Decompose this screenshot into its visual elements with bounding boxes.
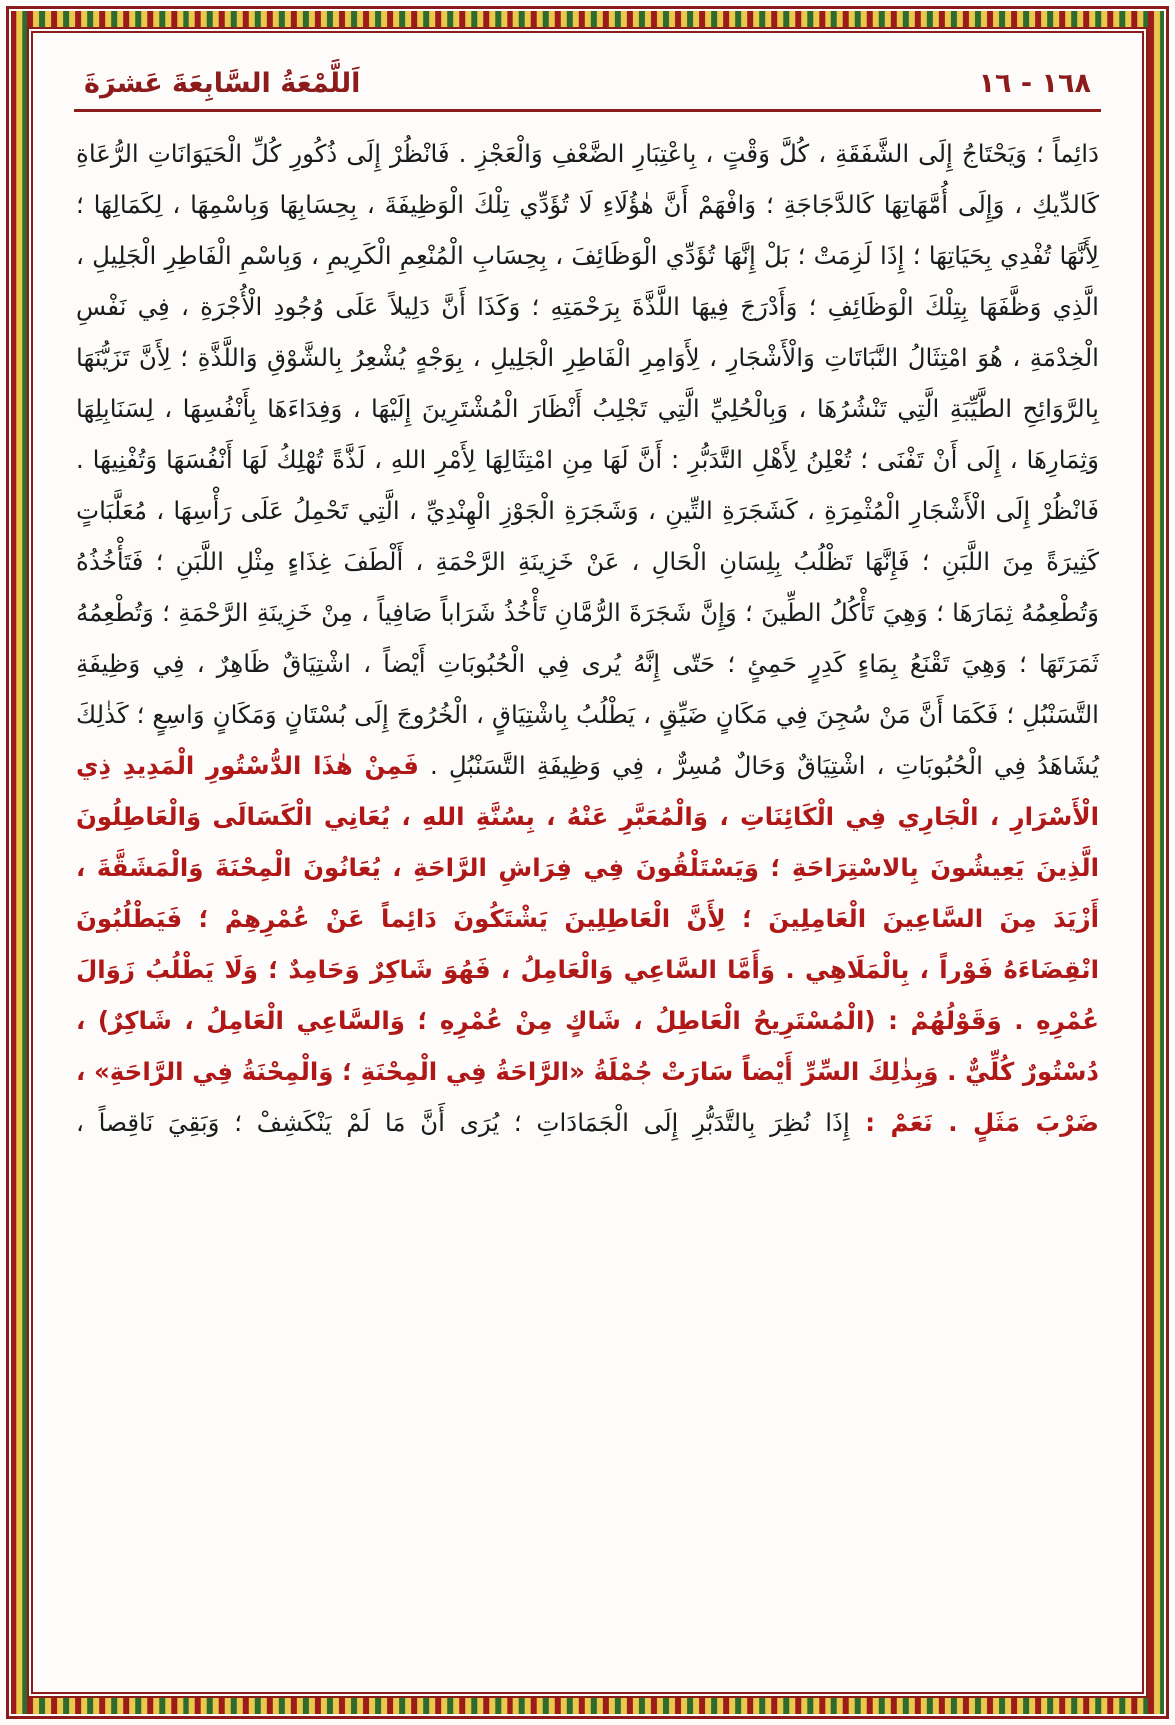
paragraph-main <box>76 128 1099 1148</box>
last-line-red-lead: نَعَمْ : <box>849 1108 933 1137</box>
page-number: ١٦٨ - ١٦ <box>978 68 1091 99</box>
paragraph-black-text: دَائِماً ؛ وَيَحْتَاجُ إِلَى الشَّفَقَةِ ، كُلَّ وَقْتٍ ، بِاعْتِبَارِ الضَّعْفِ وَالْعَجْزِ . فَانْظُرْ إِلَى ذُكُورِ كُلِّ الْحَيَوَانَاتِ الرُّعَاةِ كَالدِّيكِ ، وَإِلَى أُمَّهَاتِهَا كَالدَّجَاجَةِ ؛ وَافْهَمْ أَنَّ هٰؤُلَاءِ لَا تُؤَدِّي تِلْكَ الْوَظِيفَةَ ، بِحِسَابِهَا وَبِاسْمِهَا ، لِكَمَالِهَا ؛ لِأَنَّهَا تُفْدِي بِحَيَاتِهَا ؛ إِذَا لَزِمَتْ ؛ بَلْ إِنَّهَا تُؤَدِّي الْوَظَائِفَ ، بِحِسَابِ الْمُنْعِمِ الْكَرِيمِ ، وَبِاسْمِ الْفَاطِرِ الْجَلِيلِ ، الَّذِي وَظَّفَهَا بِتِلْكَ الْوَظَائِفِ ؛ وَأَدْرَجَ فِيهَا اللَّذَّةَ بِرَحْمَتِهِ ؛ وَكَذَا أَنَّ دَلِيلاً عَلَى وُجُودِ الْأُجْرَةِ ، فِي نَفْسِ الْخِدْمَةِ ، هُوَ امْتِثَالُ النَّبَاتَاتِ وَالْأَشْجَارِ ، لِأَوَامِرِ الْفَاطِرِ الْجَلِيلِ ، بِوَجْهٍ يُشْعِرُ بِالشَّوْقِ وَاللَّذَّةِ ؛ لِأَنَّ تَزَيُّنَهَا بِالرَّوَائِحِ الطَّيِّبَةِ الَّتِي تَنْشُرُهَا ، وَبِالْحُلِيِّ الَّتِي تَجْلِبُ أَنْظَارَ الْمُشْتَرِينَ إِلَيْهَا ، وَفِدَاءَهَا بِأَنْفُسِهَا ، لِسَنَابِلِهَا وَثِمَارِهَا ، إِلَى أَنْ تَفْنَى ؛ تُعْلِنُ لِأَهْلِ التَّدَبُّرِ : أَنَّ لَهَا مِنِ امْتِثَالِهَا لِأَمْرِ اللهِ ، لَذَّةً تُهْلِكُ لَهَا أَنْفُسَهَا وَتُفْنِيهَا . فَانْظُرْ إِلَى الْأَشْجَارِ الْمُثْمِرَةِ ، كَشَجَرَةِ التِّينِ ، وَشَجَرَةِ الْجَوْزِ الْهِنْدِيِّ ، الَّتِي تَحْمِلُ عَلَى رَأْسِهَا ، مُعَلَّبَاتٍ كَثِيرَةً مِنَ اللَّبَنِ ؛ فَإِنَّهَا تَظْلُبُ بِلِسَانِ الْحَالِ ، عَنْ خَزِينَةِ الرَّحْمَةِ ، أَلْطَفَ غِذَاءٍ مِثْلِ اللَّبَنِ ؛ فَتَأْخُذُهُ وَتُطْعِمُهُ ثِمَارَهَا ؛ وَهِيَ تَأْكُلُ الطِّينَ ؛ وَإِنَّ شَجَرَةَ الرُّمَّانِ تَأْخُذُ شَرَاباً صَافِياً ، مِنْ خَزِينَةِ الرَّحْمَةِ ؛ وَتُطْعِمُهُ ثَمَرَتَهَا ؛ وَهِيَ تَقْنَعُ بِمَاءٍ كَدِرٍ حَمِئٍ ؛ حَتّى إِنَّهُ يُرى فِي الْحُبُوبَاتِ أَيْضاً ، اشْتِيَاقٌ ظَاهِرٌ ، فِي وَظِيفَةِ التَّسَنْبُلِ ؛ فَكَمَا أَنَّ مَنْ سُجِنَ فِي مَكَانٍ ضَيِّقٍ ، يَطْلُبُ بِاشْتِيَاقٍ ، الْخُرُوجَ إِلَى بُسْتَانٍ وَمَكَانٍ وَاسِعٍ ؛ كَذٰلِكَ يُشَاهَدُ فِي الْحُبُوبَاتِ ، اشْتِيَاقٌ وَحَالٌ مُسِرٌّ ، فِي وَظِيفَةِ التَّسَنْبُلِ . <box>76 139 1099 780</box>
page-content <box>46 46 1129 1679</box>
document-title: اَللَّمْعَةُ السَّابِعَةَ عَشرَةَ <box>84 68 361 99</box>
paragraph-red-text: فَمِنْ هٰذَا الدُّسْتُورِ الْمَدِيدِ ذِي الْأَسْرَارِ ، الْجَارِي فِي الْكَائِنَاتِ ، وَالْمُعَبَّرِ عَنْهُ ، بِسُنَّةِ اللهِ ، يُعَانِي الْكَسَالَى وَالْعَاطِلُونَ الَّذِينَ يَعِيشُونَ بِالاسْتِرَاحَةِ ؛ وَيَسْتَلْقُونَ فِي فِرَاشِ الرَّاحَةِ ، يُعَانُونَ الْمِحْنَةَ وَالْمَشَقَّةَ ، أَزْيَدَ مِنَ السَّاعِينَ الْعَامِلِينَ ؛ لِأَنَّ الْعَاطِلِينَ يَشْتَكُونَ دَائِماً عَنْ عُمْرِهِمْ ؛ فَيَطْلُبُونَ انْقِضَاءَهُ فَوْراً ، بِالْمَلَاهِي . وَأَمَّا السَّاعِي وَالْعَامِلُ ، فَهُوَ شَاكِرٌ وَحَامِدٌ ؛ وَلَا يَطْلُبُ زَوَالَ عُمْرِهِ . وَقَوْلُهُمْ : (الْمُسْتَرِيحُ الْعَاطِلُ ، شَاكٍ مِنْ عُمْرِهِ ؛ وَالسَّاعِي الْعَامِلُ ، شَاكِرٌ) ، دُسْتُورٌ كُلِّيٌّ . وَبِذٰلِكَ السِّرِّ أَيْضاً سَارَتْ جُمْلَةُ «الرَّاحَةُ فِي الْمِحْنَةِ ؛ وَالْمِحْنَةُ فِي الرَّاحَةِ» ، ضَرْبَ مَثَلٍ . <box>76 751 1099 1137</box>
last-line-black-text: إِذَا نُظِرَ بِالتَّدَبُّرِ إِلَى الْجَمَادَاتِ ؛ يُرَى أَنَّ مَا لَمْ يَنْكَشِفْ ؛ وَبَقِيَ نَاقِصاً ، <box>76 1108 850 1137</box>
header-divider <box>74 109 1101 112</box>
body-text <box>70 128 1105 1148</box>
page-header <box>70 68 1105 99</box>
